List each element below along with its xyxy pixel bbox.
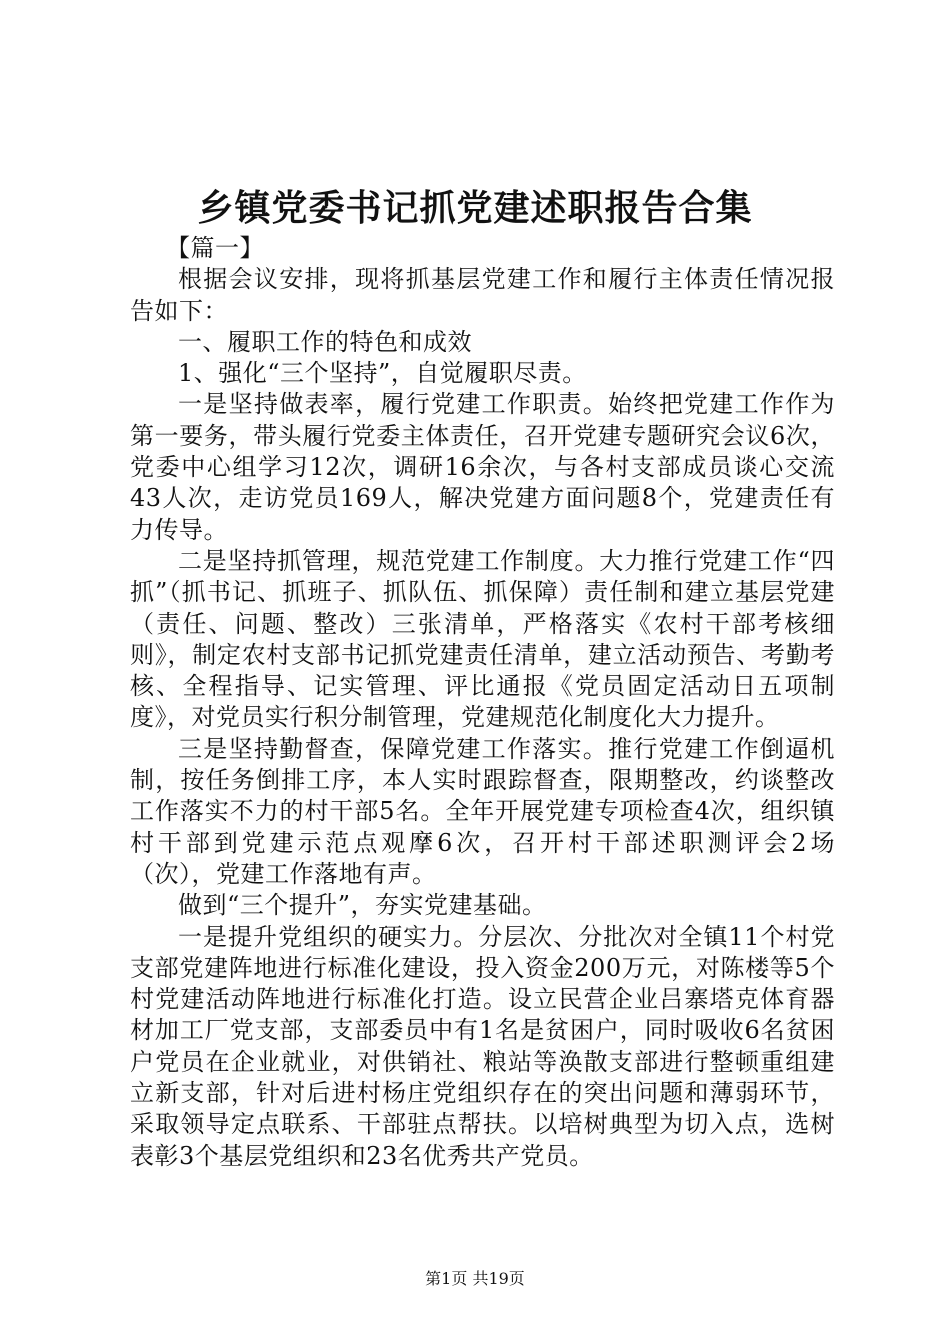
paragraph: 根据会议安排，现将抓基层党建工作和履行主体责任情况报告如下： [130, 265, 835, 325]
page-footer: 第1页 共19页 [425, 1269, 525, 1288]
paragraph: 一、履职工作的特色和成效 [178, 327, 472, 356]
paragraph: 1、强化“三个坚持”，自觉履职尽责。 [178, 359, 587, 388]
section-heading: 【篇一】 [166, 234, 264, 262]
paragraph: 三是坚持勤督查，保障党建工作落实。推行党建工作倒逼机制，按任务倒排工序，本人实时跟踪督查，限期整改，约谈整改工作落实不力的村干部5名。全年开展党建专项检查4次，组织镇村干部到党建示范点观摩6次，召开村干部述职测评会2场（次），党建工作落地有声。 [130, 734, 835, 888]
document-body [130, 233, 835, 1172]
document-title: 乡镇党委书记抓党建述职报告合集 [197, 187, 753, 229]
paragraph: 做到“三个提升”，夯实党建基础。 [178, 891, 547, 920]
paragraph: 一是提升党组织的硬实力。分层次、分批次对全镇11个村党支部党建阵地进行标准化建设，投入资金200万元，对陈楼等5个村党建活动阵地进行标准化打造。设立民营企业吕寨塔克体育器材加工厂党支部，支部委员中有1名是贫困户，同时吸收6名贫困户党员在企业就业，对供销社、粮站等涣散支部进行整顿重组建立新支部，针对后进村杨庄党组织存在的突出问题和薄弱环节，采取领导定点联系、干部驻点帮扶。以培树典型为切入点，选树表彰3个基层党组织和23名优秀共产党员。 [130, 922, 835, 1170]
paragraph: 二是坚持抓管理，规范党建工作制度。大力推行党建工作“四抓”（抓书记、抓班子、抓队伍、抓保障）责任制和建立基层党建（责任、问题、整改）三张清单，严格落实《农村干部考核细则》，制定农村支部书记抓党建责任清单，建立活动预告、考勤考核、全程指导、记实管理、评比通报《党员固定活动日五项制度》，对党员实行积分制管理，党建规范化制度化大力提升。 [130, 546, 835, 732]
paragraph: 一是坚持做表率，履行党建工作职责。始终把党建工作作为第一要务，带头履行党委主体责任，召开党建专题研究会议6次，党委中心组学习12次，调研16余次，与各村支部成员谈心交流43人次，走访党员169人，解决党建方面问题8个，党建责任有力传导。 [130, 390, 835, 544]
